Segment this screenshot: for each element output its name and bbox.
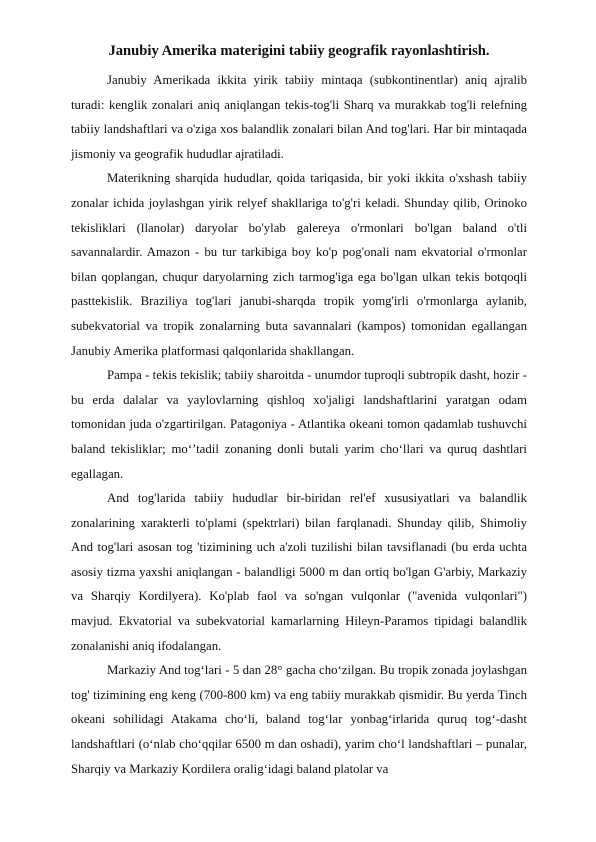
paragraph-andes: And tog'larida tabiiy hududlar bir-biridan rel'ef xususiyatlari va balandlik zonalarining xarakterli to'plami (spektrlari) bilan farqlanadi. Shunday qilib, Shimoliy And tog'lari asosan tog 'tizimining uch a'zoli tuzilishi bilan tavsiflanadi (bu erda uchta asosiy tizma yaxshi aniqlangan - balandligi 5000 m dan ortiq bo'lgan G'arbiy, Markaziy va Sharqiy Kordilyera). Ko'plab faol va so'ngan vulqonlar ("avenida vulqonlari") mavjud. Ekvatorial va subekvatorial kamarlarning Hileyn-Paramos tipidagi balandlik zonalanishi aniq ifodalangan. [71,491,527,653]
document-page [71,40,527,781]
paragraph-intro: Janubiy Amerikada ikkita yirik tabiiy mintaqa (subkontinentlar) aniq ajralib turadi: kenglik zonalari aniq aniqlangan tekis-tog'li Sharq va murakkab tog'li relefning tabiiy landshaftlari va o'ziga xos balandlik zonalari bilan And tog'lari. Har bir mintaqada jismoniy va geografik hududlar ajratiladi. [71,73,527,161]
paragraph-central-andes: Markaziy And tog‘lari - 5 dan 28° gacha cho‘zilgan. Bu tropik zonada joylashgan tog' tizimining eng keng (700-800 km) va eng tabiiy murakkab qismidir. Bu yerda Tinch okeani sohilidagi Atakama cho‘li, baland tog‘lar yonbag‘irlarida quruq tog‘-dasht landshaftlari (o‘nlab cho‘qqilar 6500 m dan oshadi), yarim cho‘l landshaftlari – punalar, Sharqiy va Markaziy Kordilera oralig‘idagi baland platolar va [71,663,527,776]
document-title: Janubiy Amerika materigini tabiiy geografik rayonlashtirish. [108,43,490,59]
paragraph-east: Materikning sharqida hududlar, qoida tariqasida, bir yoki ikkita o'xshash tabiiy zonalar ichida joylashgan yirik relyef shakllariga to'g'ri keladi. Shunday qilib, Orinoko tekisliklari (llanolar) daryolar bo'ylab galereya o'rmonlari bo'lgan baland o'tli savannalardir. Amazon - bu tur tarkibiga boy ko'p pog'onali nam ekvatorial o'rmonlar bilan qoplangan, chuqur daryolarning zich tarmog'iga ega bo'lgan ulkan tekis botqoqli pasttekislik. Braziliya tog'lari janubi-sharqda tropik yomg'irli o'rmonlarga aylanib, subekvatorial va tropik zonalarning buta savannalari (kampos) tomonidan egallangan Janubiy Amerika platformasi qalqonlarida shakllangan. [71,171,527,358]
paragraph-pampa-patagonia: Pampa - tekis tekislik; tabiiy sharoitda - unumdor tuproqli subtropik dasht, hozir - bu erda dalalar va yaylovlarning qishloq xo'jaligi landshaftlarini yaratgan odam tomonidan juda o'zgartirilgan. Patagoniya - Atlantika okeani tomon qadamlab tushuvchi baland tekisliklar; mo‘’tadil zonaning donli butali yarim cho‘llari va quruq dashtlari egallagan. [71,368,527,481]
